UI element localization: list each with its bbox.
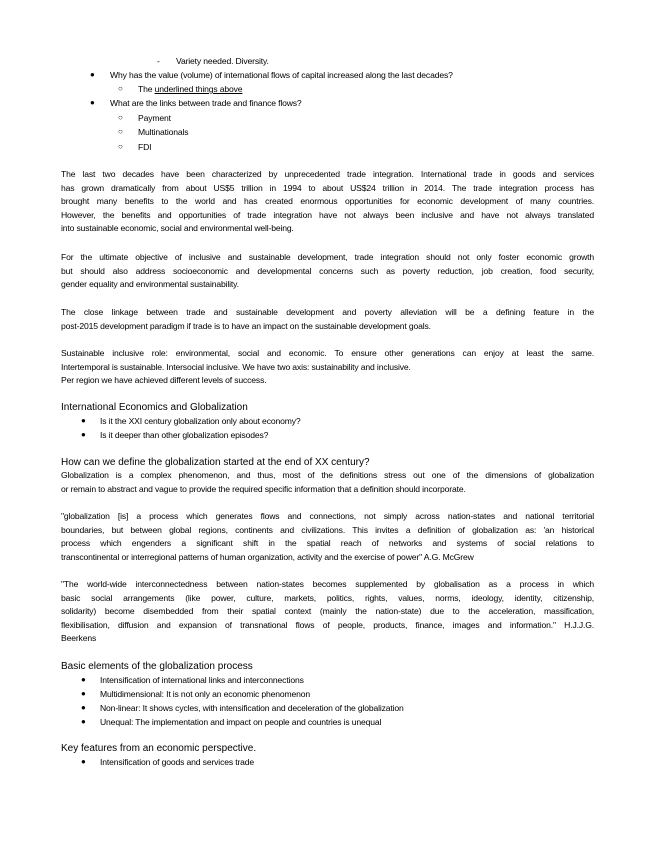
paragraph-trade-integration — [61, 168, 594, 236]
text-line: Globalization is a complex phenomenon, and thus, most of the definitions stress out one of the dimensions of globalization — [61, 470, 594, 480]
dash-marker: - — [157, 56, 160, 66]
list-item: Multidimensional: It is not only an economic phenomenon — [100, 689, 311, 699]
section-title-basic-elements: Basic elements of the globalization process — [61, 661, 253, 672]
text-line: gender equality and environmental sustainability. — [61, 279, 239, 290]
bullet-icon: ● — [90, 98, 95, 107]
text-line: into sustainable economic, social and environmental well-being. — [61, 223, 294, 234]
paragraph-inclusive-development — [61, 251, 594, 292]
text-line: Sustainable inclusive role: environmental, social and economic. To ensure other generations can enjoy at least the same. — [61, 348, 594, 358]
text-line: Per region we have achieved different levels of success. — [61, 375, 267, 386]
text-line: but should also address socioeconomic and developmental concerns such as poverty reduction, job creation, food security, — [61, 265, 594, 276]
paragraph-globalization-definition — [61, 469, 594, 496]
text-line: The last two decades have been characterized by unprecedented trade integration. International trade in goods and services — [61, 169, 594, 179]
circle-bullet-icon: ○ — [118, 113, 123, 122]
text-line: For the ultimate objective of inclusive and sustainable development, trade integration should not only foster economic growth — [61, 252, 594, 262]
bullet-icon: ● — [81, 416, 86, 425]
outline-dash-item: Variety needed. Diversity. — [176, 56, 269, 66]
text-line: basic social arrangements (like power, culture, markets, politics, rights, values, norms, ideology, identity, citizenship, — [61, 592, 594, 603]
bullet-icon: ● — [81, 675, 86, 684]
list-item: Intensification of international links and interconnections — [100, 675, 304, 685]
text-line: brought many benefits to the world and has created enormous opportunities for economic development of many countries. — [61, 196, 594, 207]
underlined-link[interactable]: underlined things above — [154, 84, 243, 94]
quote-mcgrew — [61, 510, 594, 564]
text-line: process which engenders a significant shift in the spatial reach of networks and systems of social relations to — [61, 538, 594, 549]
section-title-intl-economics: International Economics and Globalization — [61, 402, 248, 413]
bullet-icon: ● — [81, 703, 86, 712]
bullet-icon: ● — [81, 430, 86, 439]
quote-beerkens — [61, 578, 594, 646]
circle-bullet-icon: ○ — [118, 84, 123, 93]
outline-sub-item-fdi: FDI — [138, 142, 152, 152]
outline-sub-item — [138, 83, 242, 95]
bullet-icon: ● — [81, 689, 86, 698]
text-line: However, the benefits and opportunities of trade integration have not always been inclusive and have not always translated — [61, 209, 594, 220]
text-line: post-2015 development paradigm if trade is to have an impact on the sustainable development goals. — [61, 320, 431, 331]
section-title-definition: How can we define the globalization started at the end of XX century? — [61, 457, 370, 468]
list-item: Is it deeper than other globalization episodes? — [100, 430, 269, 440]
outline-sub-item-multinationals: Multinationals — [138, 127, 189, 137]
text-line: flexibilisation, diffusion and expansion of transnational flows of people, products, finance, images and information." H.J.J.G. — [61, 619, 594, 630]
circle-bullet-icon: ○ — [118, 127, 123, 136]
text-line: Beerkens — [61, 633, 97, 644]
bullet-icon: ● — [81, 717, 86, 726]
outline-sub-item-payment: Payment — [138, 113, 171, 123]
bullet-icon: ● — [81, 757, 86, 766]
list-item: Unequal: The implementation and impact on people and countries is unequal — [100, 717, 382, 727]
text-line: or remain to abstract and vague to provide the required specific information that a definition should incorporate. — [61, 483, 466, 494]
bullet-icon: ● — [90, 70, 95, 79]
text-line: "The world-wide interconnectedness between nation-states becomes supplemented by globalisation as a process in which — [61, 579, 594, 589]
outline-question-2: What are the links between trade and finance flows? — [110, 98, 302, 108]
paragraph-close-linkage — [61, 306, 594, 333]
text-line: solidarity) become disembedded from their spatial context (mainly the nation-state) due to the acceleration, massification, — [61, 606, 594, 617]
list-item: Non-linear: It shows cycles, with intensification and deceleration of the globalization — [100, 703, 404, 713]
outline-question-1: Why has the value (volume) of international flows of capital increased along the last decades? — [110, 70, 453, 80]
circle-bullet-icon: ○ — [118, 142, 123, 151]
outline-sub-prefix: The — [138, 84, 153, 94]
text-line: transcontinental or interregional patterns of human organization, activity and the exercise of power" A.G. McGrew — [61, 551, 474, 562]
paragraph-sustainable-inclusive — [61, 347, 594, 388]
text-line: boundaries, but between global regions, continents and civilizations. This invites a definition of globalization as: 'an historical — [61, 524, 594, 535]
list-item: Intensification of goods and services trade — [100, 757, 255, 767]
text-line: "globalization [is] a process which generates flows and connections, not simply across nation-states and national territorial — [61, 511, 594, 521]
list-item: Is it the XXI century globalization only about economy? — [100, 416, 301, 426]
text-line: The close linkage between trade and sustainable development and poverty alleviation will be a defining feature in the — [61, 307, 594, 317]
text-line: has grown dramatically from about US$5 trillion in 1994 to about US$24 trillion in 2014. The trade integration process has — [61, 182, 594, 193]
text-line: Intertemporal is sustainable. Intersocial inclusive. We have two axis: sustainability and inclusive. — [61, 361, 411, 372]
section-title-key-features: Key features from an economic perspective. — [61, 743, 257, 754]
